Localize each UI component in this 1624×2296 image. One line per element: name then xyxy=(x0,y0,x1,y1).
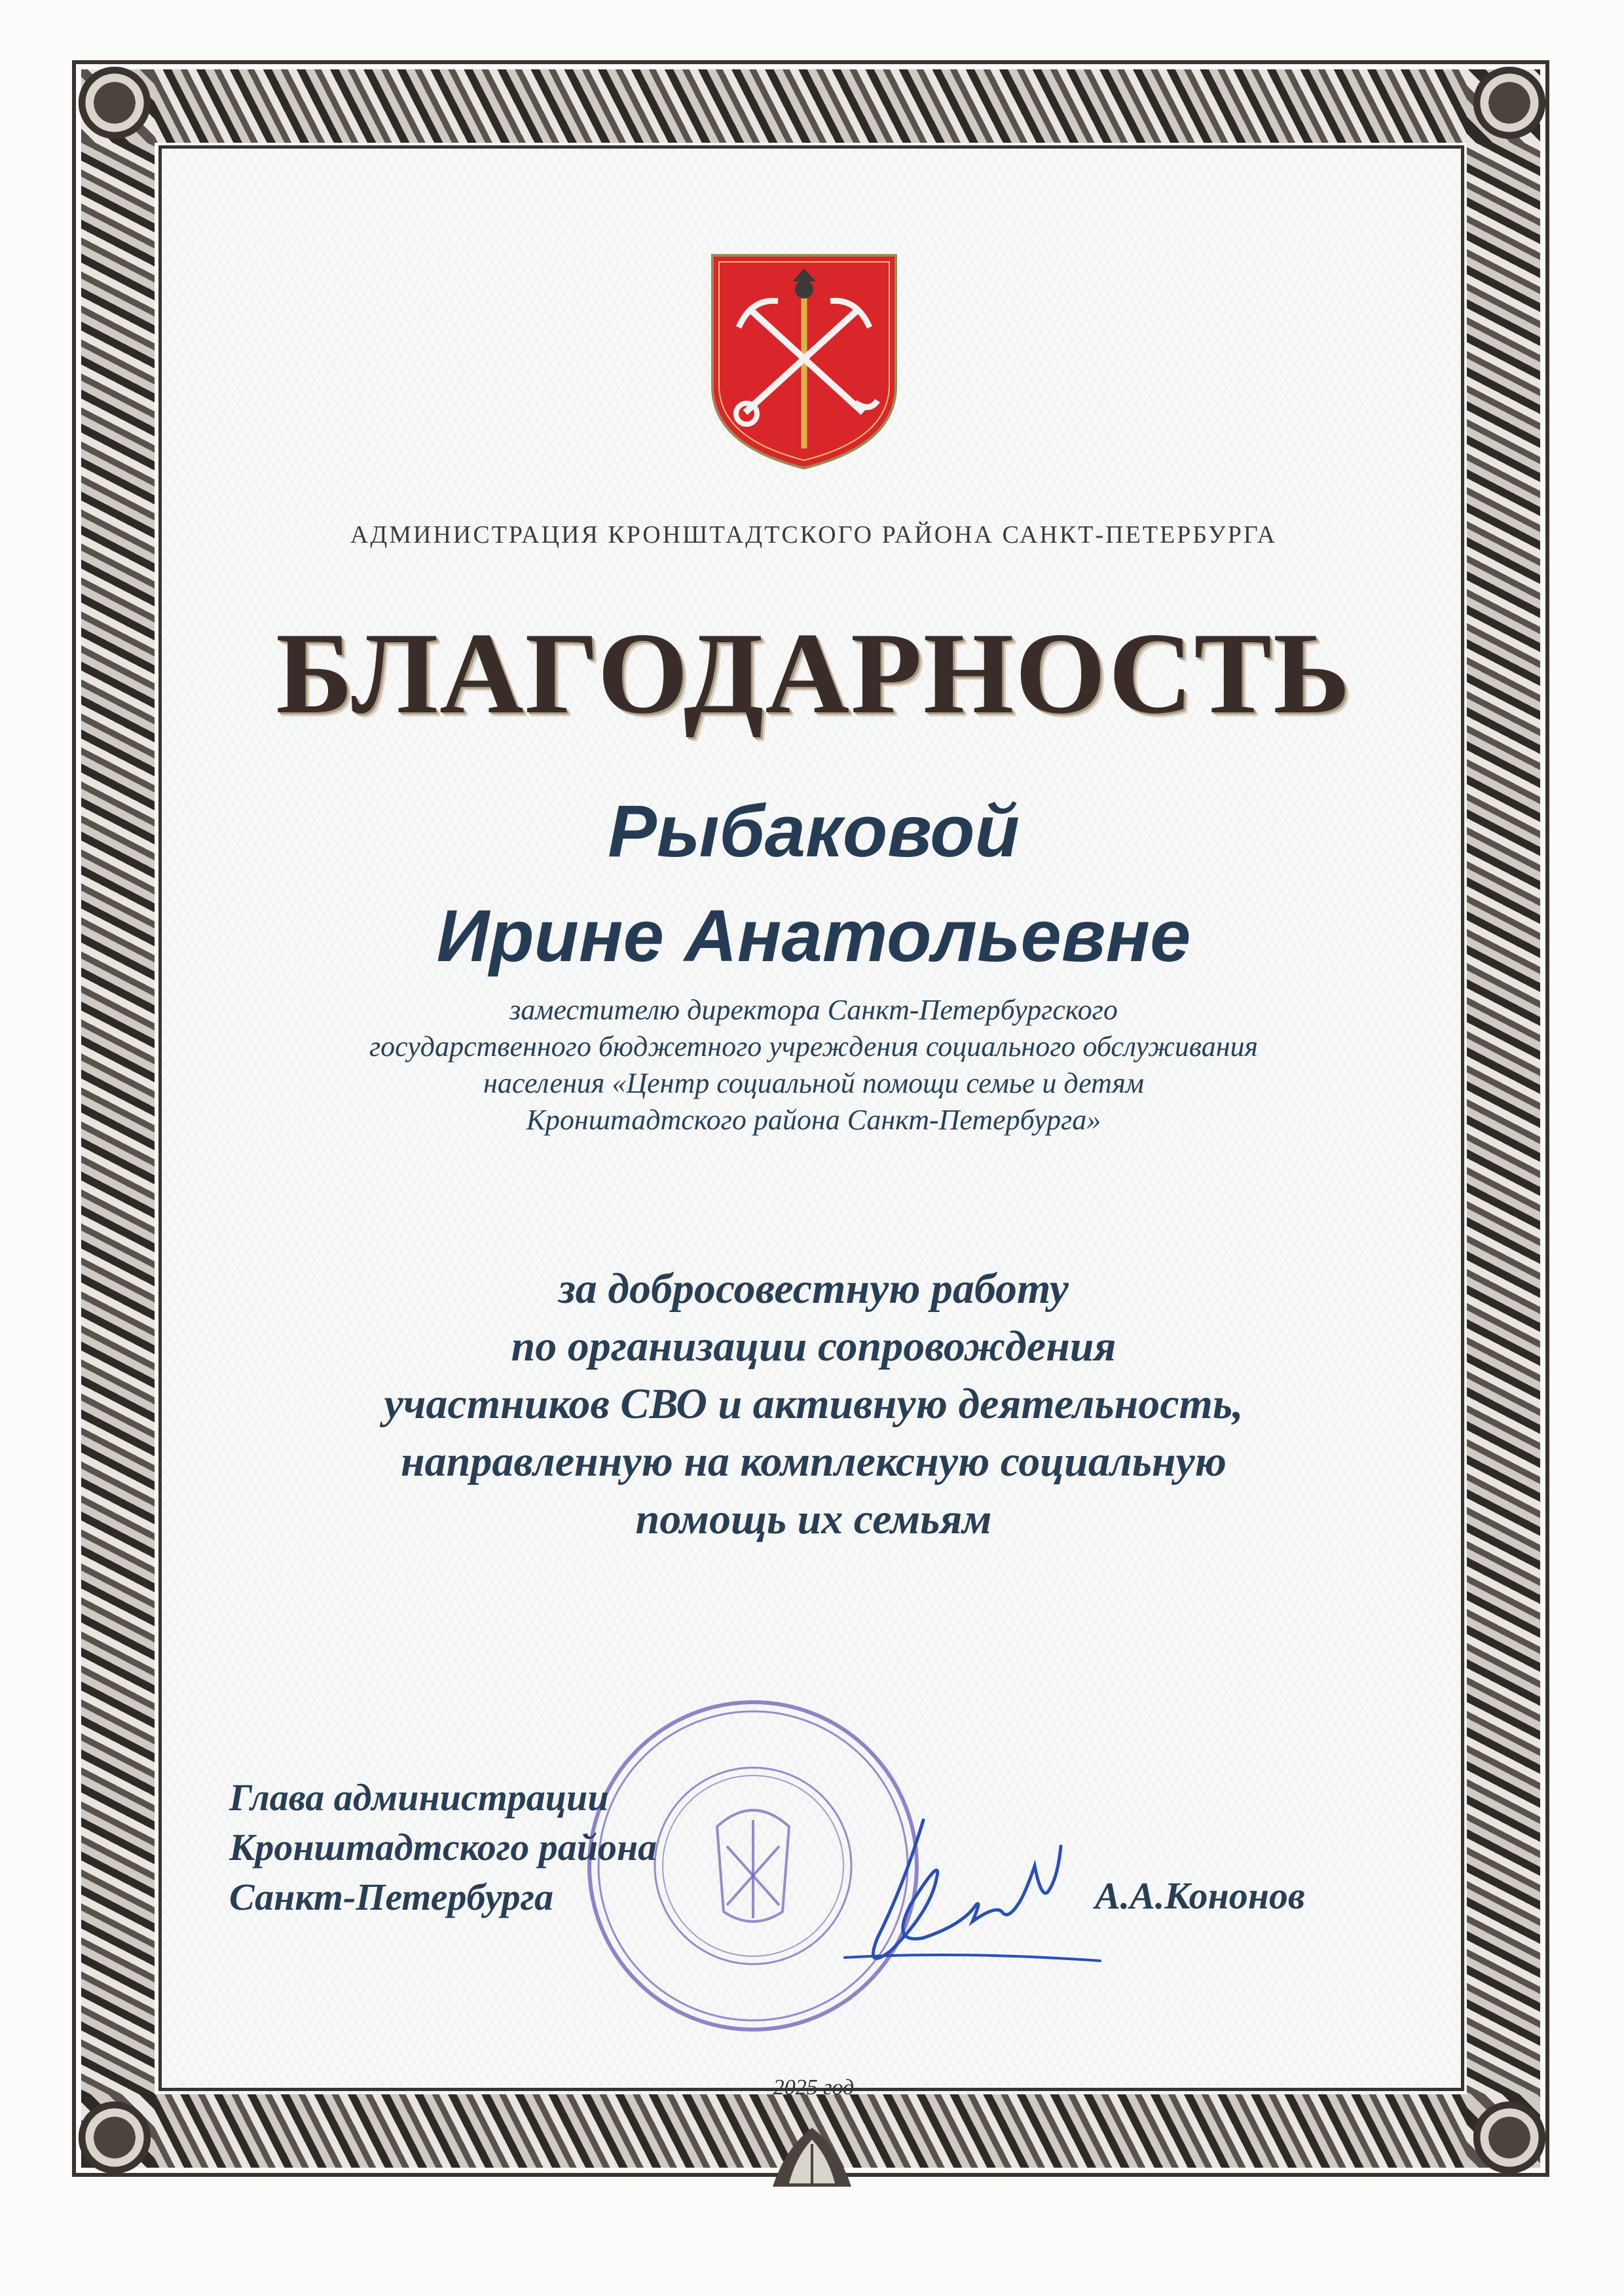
recipient-position xyxy=(160,992,1467,1139)
organization-name: АДМИНИСТРАЦИЯ КРОНШТАДТСКОГО РАЙОНА САНКТ-ПЕТЕРБУРГА xyxy=(350,521,1278,549)
document-title: БЛАГОДАРНОСТЬ xyxy=(276,608,1352,738)
signer-title-line: Санкт-Петербурга xyxy=(229,1876,554,1918)
issue-year: 2025 год xyxy=(773,2075,855,2100)
signer-title-line: Кронштадтского района xyxy=(229,1826,657,1868)
position-line: Кронштадтского района Санкт-Петербурга» xyxy=(526,1104,1101,1136)
signer-title-line: Глава администрации xyxy=(229,1776,609,1819)
reason-line: по организации сопровождения xyxy=(511,1322,1116,1370)
recipient-given-names: Ирине Анатольевне xyxy=(436,895,1191,977)
position-line: населения «Центр социальной помощи семье и детям xyxy=(483,1067,1144,1099)
signer-title xyxy=(229,1773,657,1922)
handwritten-signature-icon xyxy=(832,1807,1107,1990)
frame-corner-ornament xyxy=(1460,2088,1559,2187)
award-reason xyxy=(160,1260,1467,1548)
signer-name: А.А.Кононов xyxy=(1095,1874,1305,1917)
reason-line: за добросовестную работу xyxy=(559,1265,1069,1313)
frame-corner-ornament xyxy=(1460,54,1559,152)
reason-line: участников СВО и активную деятельность, xyxy=(384,1380,1244,1428)
reason-line: помощь их семьям xyxy=(635,1495,992,1543)
coat-of-arms-icon xyxy=(706,249,902,471)
position-line: заместителю директора Санкт-Петербургского xyxy=(509,994,1118,1026)
position-line: государственного бюджетного учреждения социального обслуживания xyxy=(369,1030,1258,1063)
palmette-ornament-icon xyxy=(747,2121,877,2193)
reason-line: направленную на комплексную социальную xyxy=(401,1438,1227,1485)
frame-corner-ornament xyxy=(65,2088,164,2187)
recipient-surname: Рыбаковой xyxy=(608,790,1020,872)
frame-corner-ornament xyxy=(65,54,164,152)
